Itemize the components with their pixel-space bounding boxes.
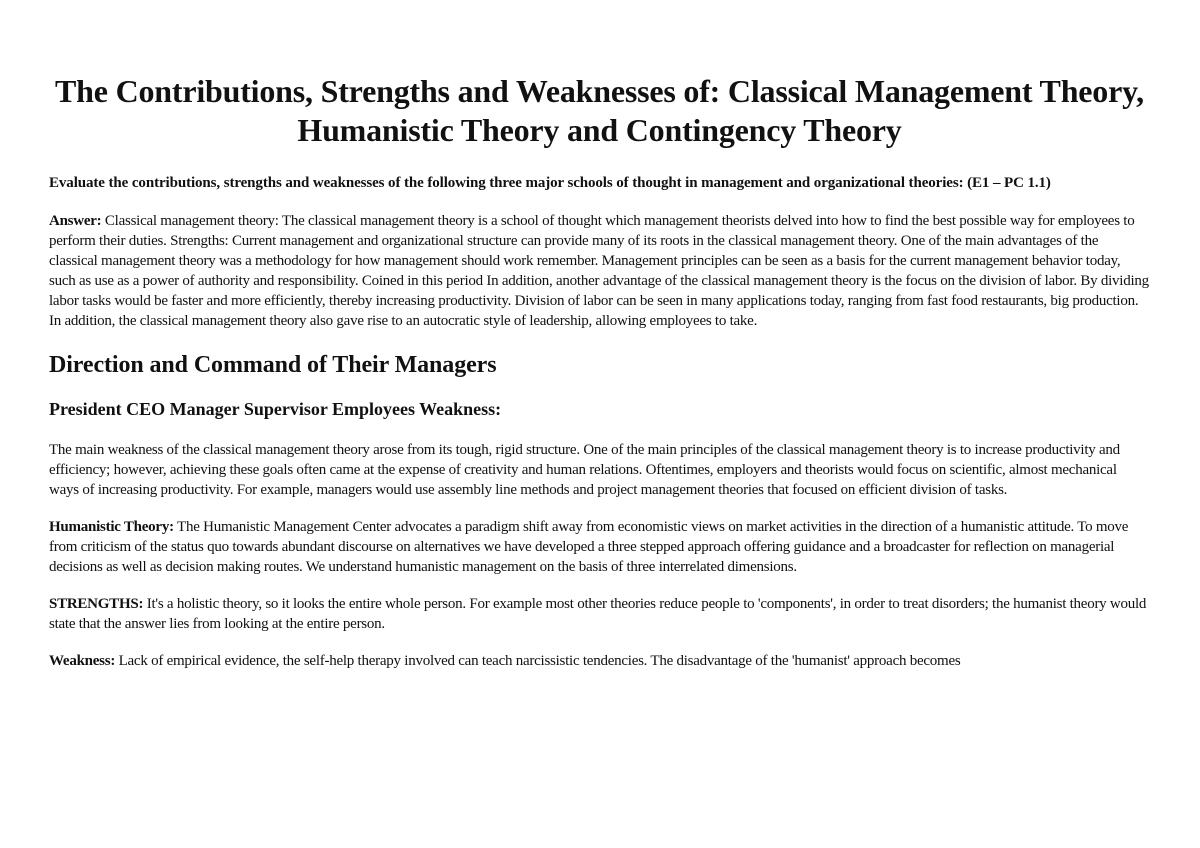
answer-label: Answer: (49, 213, 102, 229)
humanistic-paragraph (49, 517, 1150, 577)
humanistic-text: The Humanistic Management Center advocates a paradigm shift away from economistic views on market activities in the direction of a humanistic attitude. To move from criticism of the status quo towards abundant discourse on alternatives we have developed a three stepped approach offering guidance and a broadcaster for reflection on managerial decisions as well as decision making routes. We understand humanistic management on the basis of three interrelated dimensions. (49, 519, 1129, 575)
classical-weakness-paragraph: The main weakness of the classical management theory arose from its tough, rigid structure. One of the main principles of the classical management theory is to increase productivity and efficiency; however, achieving these goals often came at the expense of creativity and human relations. Oftentimes, employers and theorists would focus on scientific, almost mechanical ways of increasing productivity. For example, managers would use assembly line methods and project management theories that focused on efficient division of tasks. (49, 442, 1120, 498)
weakness-text: Lack of empirical evidence, the self-help therapy involved can teach narcissistic tendencies. The disadvantage of the 'humanist' approach becomes (115, 653, 961, 669)
section-heading-direction: Direction and Command of Their Managers (49, 352, 497, 378)
strengths-label: STRENGTHS: (49, 596, 144, 612)
answer-text: Classical management theory: The classical management theory is a school of thought which management theorists delved into how to find the best possible way for employees to perform their duties. Strengths: Current management and organizational structure can provide many of its roots in the classical management theory. One of the main advantages of the classical management theory was a methodology for how management should work remember. Management principles can be seen as a basis for the current management behavior today, such as use as a power of authority and responsibility. Coined in this period In addition, another advantage of the classical management theory is the focus on the division of labor. By dividing labor tasks would be faster and more efficiently, thereby increasing productivity. Division of labor can be seen in many applications today, ranging from fast food restaurants, big production. In addition, the classical management theory also gave rise to an autocratic style of leadership, allowing employees to take. (49, 213, 1149, 329)
weakness-label: Weakness: (49, 653, 116, 669)
answer-paragraph (49, 211, 1150, 331)
question-prompt: Evaluate the contributions, strengths and weaknesses of the following three major schools of thought in management and organizational theories: (E1 – PC 1.1) (49, 175, 1051, 191)
humanistic-label: Humanistic Theory: (49, 519, 174, 535)
document-title: The Contributions, Strengths and Weaknesses of: Classical Management Theory, Humanistic Theory and Contingency Theory (55, 73, 1144, 148)
subheading-hierarchy: President CEO Manager Supervisor Employees Weakness: (49, 399, 502, 419)
strengths-text: It's a holistic theory, so it looks the entire whole person. For example most other theories reduce people to 'components', in order to treat disorders; the humanist theory would state that the answer lies from looking at the entire person. (49, 596, 1147, 632)
strengths-paragraph (49, 594, 1150, 634)
weakness-paragraph (49, 651, 1150, 671)
